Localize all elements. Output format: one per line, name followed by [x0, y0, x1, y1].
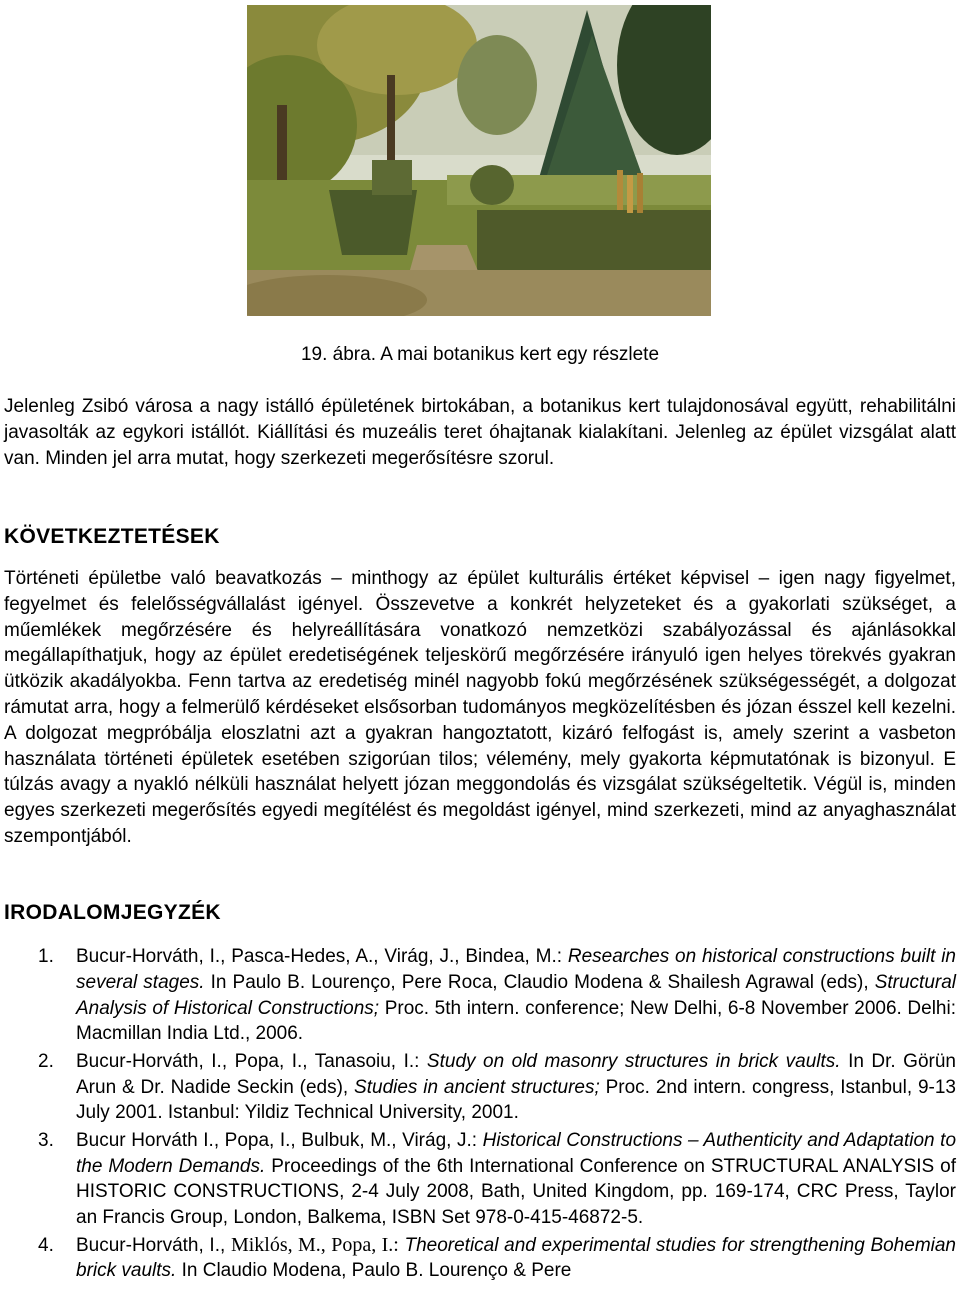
- reference-number: 4.: [38, 1234, 54, 1256]
- reference-source: In Claudio Modena, Paulo B. Lourenço & Pere: [181, 1260, 572, 1282]
- reference-details: Proc. 5th intern. conference; New Delhi, 6-8 November 2006. Delhi: Macmillan India Ltd., 2006.: [76, 997, 956, 1045]
- reference-item-2: [0, 1049, 956, 1126]
- reference-source: Proceedings of the 6th International Conference on STRUCTURAL ANALYSIS of HISTORIC CONSTRUCTIONS, 2-4 July 2008, Bath, United Kingdom, pp. 169-174, CRC Press, Taylor an Francis Group, London, Balkema, ISBN Set 978-0-415-46872-5.: [76, 1155, 956, 1229]
- reference-title: Study on old masonry structures in brick vaults.: [426, 1050, 841, 1072]
- garden-photo: [247, 5, 711, 316]
- reference-number: 1.: [38, 946, 54, 967]
- references-heading: IRODALOMJEGYZÉK: [4, 901, 221, 924]
- reference-title: Historical Constructions ‒ Authenticity and Adaptation to the Modern Demands.: [76, 1129, 957, 1177]
- reference-item-3: [0, 1128, 956, 1231]
- reference-authors: Bucur-Horváth, I., Pasca-Hedes, A., Virág, J., Bindea, M.:: [76, 946, 563, 967]
- reference-coauthors: Miklós, M., Popa, I.:: [230, 1233, 399, 1256]
- reference-item-4: [0, 1233, 956, 1285]
- reference-source: In Dr. Görün Arun & Dr. Nadide Seckin (eds),: [76, 1050, 956, 1098]
- reference-details: Proc. 2nd intern. congress, Istanbul, 9-13 July 2001. Istanbul: Yildiz Technical University, 2001.: [76, 1076, 956, 1124]
- reference-number: 3.: [38, 1129, 54, 1151]
- reference-authors: Bucur-Horváth, I.,: [76, 1234, 226, 1256]
- reference-book-title: Studies in ancient structures;: [354, 1076, 600, 1098]
- reference-number: 2.: [38, 1050, 54, 1072]
- figure-caption: 19. ábra. A mai botanikus kert egy részlete: [300, 344, 660, 365]
- garden-photo-illustration: [247, 5, 711, 316]
- conclusions-heading: KÖVETKEZTETÉSEK: [4, 525, 220, 548]
- reference-title: Researches on historical constructions built in several stages.: [76, 946, 957, 993]
- reference-title: Theoretical and experimental studies for strengthening Bohemian brick vaults.: [76, 1234, 956, 1282]
- reference-authors: Bucur Horváth I., Popa, I., Bulbuk, M., Virág, J.:: [76, 1129, 478, 1151]
- intro-paragraph: Jelenleg Zsibó városa a nagy istálló épületének birtokában, a botanikus kert tulajdonosával együtt, rehabilitálni javasolták az egykori istállót. Kiállítási és muzeális teret óhajtanak kialakítani. Jelenleg az épület vizsgálat alatt van. Minden jel arra mutat, hogy szerkezeti megerősítésre szorul.: [4, 396, 956, 469]
- reference-list: [0, 944, 956, 1286]
- reference-item-1: [0, 944, 956, 1047]
- reference-book-title: Structural Analysis of Historical Constructions;: [76, 971, 957, 1019]
- reference-source: In Paulo B. Lourenço, Pere Roca, Claudio Modena & Shailesh Agrawal (eds),: [210, 971, 869, 993]
- conclusions-paragraph: Történeti épületbe való beavatkozás ‒ minthogy az épület kulturális értéket képvisel ‒ igen nagy figyelmet, fegyelmet és felelősségvállalást igényel. Összevetve a konkrét helyzeteket és a gyakorlati szükséget, a műemlékek megőrzésére és helyreállítására vonatkozó nemzetközi szabályozással és ajánlásokkal megállapíthatjuk, hogy az épület eredetiségének teljeskörű megőrzésére irányuló igen helyes törekvés gyakran ütközik akadályokba. Fenn tartva az eredetiség minél nagyobb fokú megőrzésének szükségességét, a dolgozat rámutat arra, hogy a felmerülő kérdéseket elsősorban tudományos megközelítésben és józan ésszel kell kezelni. A dolgozat megpróbálja eloszlatni azt a gyakran hangoztatott, kizáró felfogást is, amely szerint a vasbeton használata történeti épületek esetében szigorúan tilos; vélemény, mely gyakorta képmutatónak is bizonyul. E túlzás avagy a nyakló nélküli használat helyett józan meggondolás és vizsgálat szükségeltetik. Végül is, minden egyes szerkezeti megerősítés egyedi megítélést és megoldást igényel, mind szerkezeti, mind az anyaghasználat szempontjából.: [4, 568, 956, 847]
- reference-authors: Bucur-Horváth, I., Popa, I., Tanasoiu, I.:: [76, 1050, 420, 1072]
